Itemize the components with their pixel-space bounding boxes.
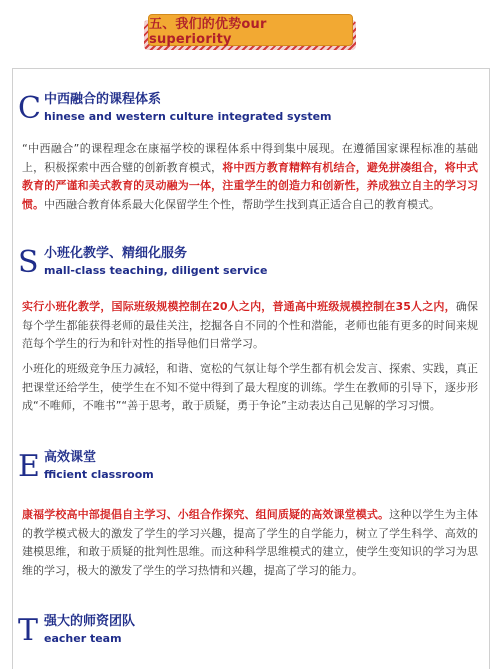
section-initial-letter: T bbox=[18, 613, 39, 648]
section-header-small-class bbox=[18, 242, 478, 282]
section-header-chinese-western bbox=[18, 88, 478, 128]
section-title: 高效课堂 bbox=[44, 450, 97, 465]
section-subtitle: hinese and western culture integrated system bbox=[44, 110, 332, 123]
section-title: 小班化教学、精细化服务 bbox=[44, 246, 188, 261]
section-header-efficient bbox=[18, 446, 478, 486]
section-paragraph: “中西融合”的课程理念在康福学校的课程体系中得到集中展现。在遵循国家课程标准的基础上，积极探索中西合璧的创新教育模式，将中西方教育精粹有机结合，避免拼凑组合，将中式教育的严谨和美式教育的灵动融为一体，注重学生的创造力和创新性，养成独立自主的学习习惯。中西融合教育体系最大化保留学生个性，帮助学生找到真正适合自己的教育模式。 bbox=[22, 142, 478, 211]
section-title: 强大的师资团队 bbox=[44, 614, 136, 629]
section-header-teacher-team bbox=[18, 610, 478, 650]
section-paragraph: 小班化的班级竞争压力减轻，和谐、宽松的气氛让每个学生都有机会发言、探索、实践，真正把课堂还给学生，使学生在不知不觉中得到了最大程度的训练。学生在教师的引导下，逐步形成“不唯师，不唯书”“善于思考，敢于质疑，勇于争论”主动表达自己见解的学习习惯。 bbox=[22, 362, 478, 412]
section-subtitle: mall-class teaching, diligent service bbox=[44, 264, 268, 277]
section-initial-letter: S bbox=[18, 245, 39, 280]
section-paragraph: 实行小班化教学，国际班级规模控制在20人之内，普通高中班级规模控制在35人之内，确保每个学生都能获得老师的最佳关注，挖掘各自不同的个性和潜能，老师也能有更多的时间来规范每个学生的行为和针对性的指导他们日常学习。 bbox=[22, 300, 479, 350]
section-title: 中西融合的课程体系 bbox=[44, 92, 162, 107]
section-subtitle: fficient classroom bbox=[44, 468, 154, 481]
section-initial-letter: E bbox=[18, 449, 40, 484]
section-banner bbox=[144, 14, 356, 54]
section-initial-letter: C bbox=[18, 91, 41, 126]
section-paragraph: 康福学校高中部提倡自主学习、小组合作探究、组间质疑的高效课堂模式。这种以学生为主体的教学模式极大的激发了学生的学习兴趣，提高了学生的自学能力，树立了学生科学、高效的建模思维，和敢于质疑的批判性思维。而这种科学思维模式的建立，使学生变知识的学习为思维的学习，极大的激发了学生的学习热情和兴趣，提高了学习的能力。 bbox=[22, 508, 478, 577]
banner-title: 五、我们的优势our superiority bbox=[148, 14, 353, 46]
section-subtitle: eacher team bbox=[44, 632, 122, 645]
